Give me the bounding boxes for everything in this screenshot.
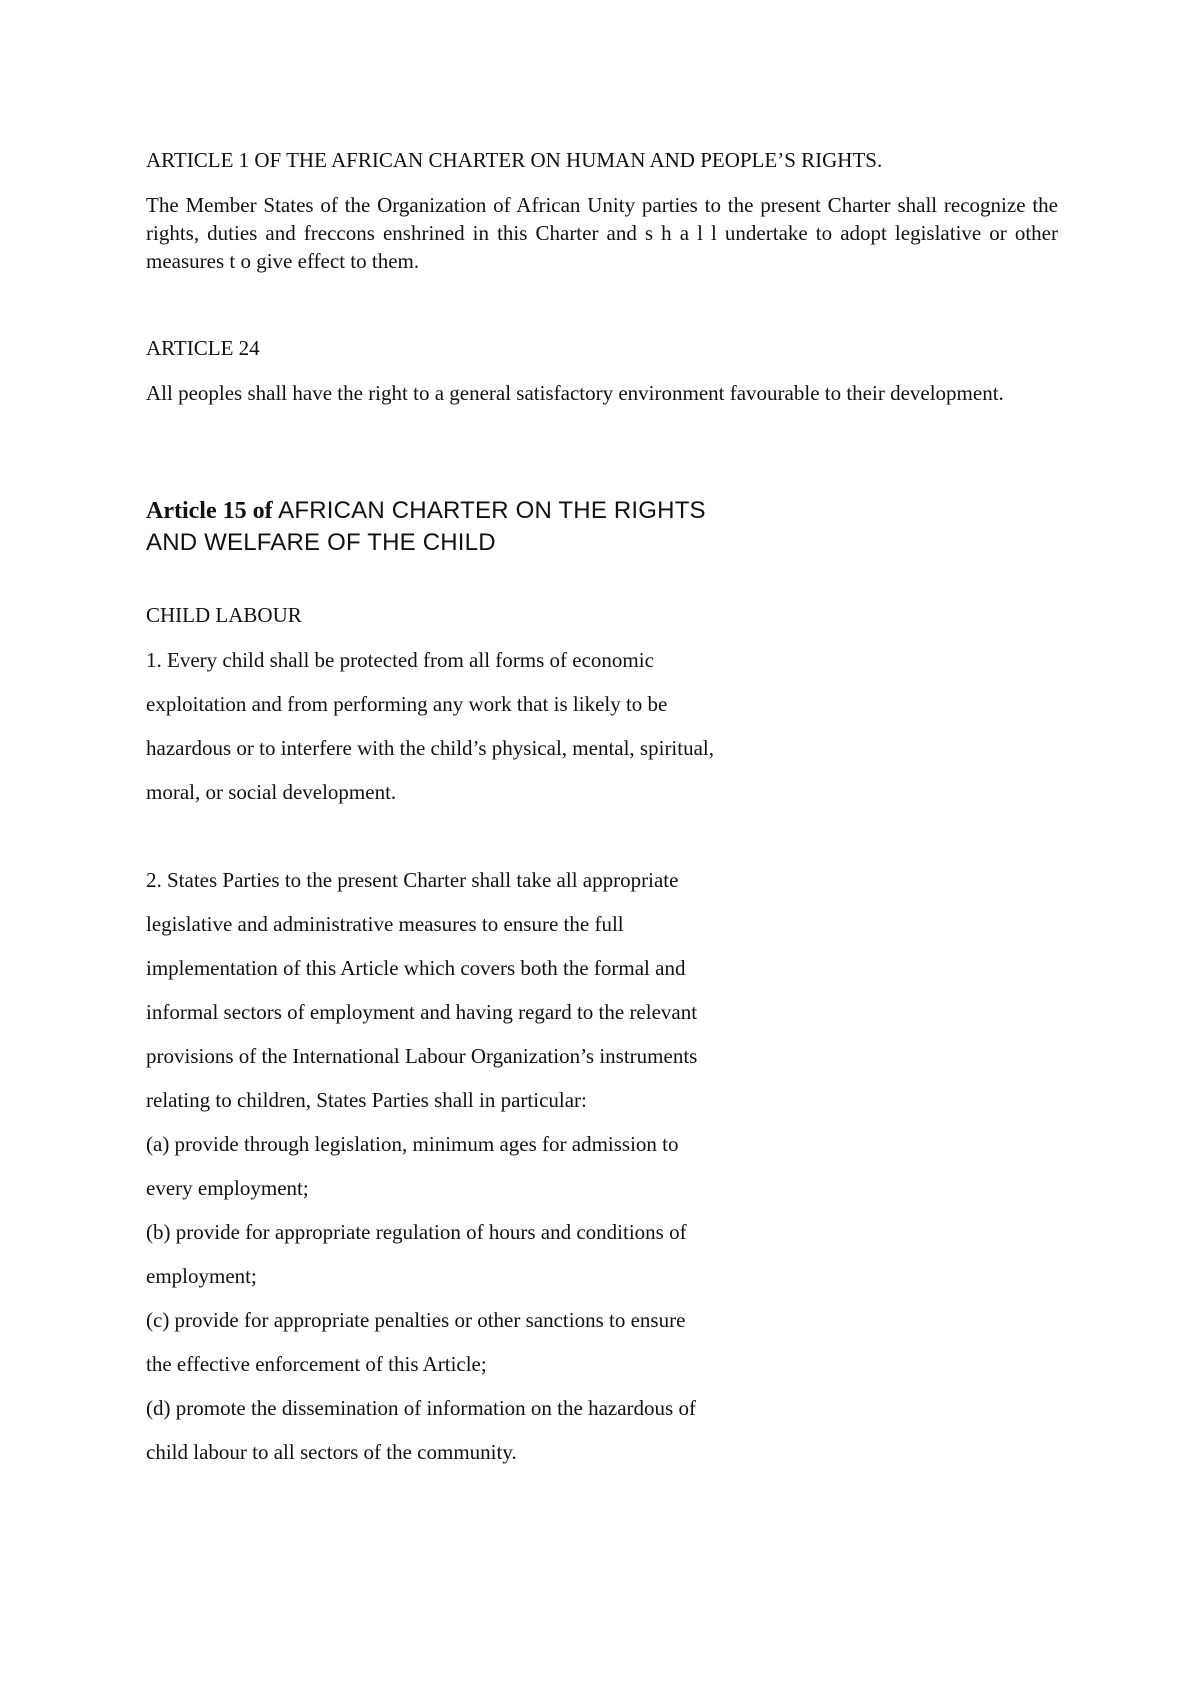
article-24-body: All peoples shall have the right to a general satisfactory environment favourable to their development. <box>146 381 1004 405</box>
paragraph-1-line: exploitation and from performing any work that is likely to be <box>146 692 668 716</box>
list-item-a-line: every employment; <box>146 1176 309 1200</box>
article-1-body: The Member States of the Organization of African Unity parties to the present Charter shall recognize the rights, duties and freccons enshrined in this Charter and s h a l l undertake to adopt legislative or other measures t o give effect to them. <box>146 193 1058 273</box>
paragraph-2-line: legislative and administrative measures to ensure the full <box>146 912 624 936</box>
article-15-heading-prefix: Article 15 of <box>146 498 273 524</box>
article-15-heading-title-line-1: AFRICAN CHARTER ON THE RIGHTS <box>272 497 706 524</box>
paragraph-2-line: implementation of this Article which covers both the formal and <box>146 956 686 980</box>
list-item-c-line: (c) provide for appropriate penalties or other sanctions to ensure <box>146 1308 686 1332</box>
list-item-b-line: employment; <box>146 1264 257 1288</box>
list-item-c-line: the effective enforcement of this Article; <box>146 1352 487 1376</box>
list-item-d-line: child labour to all sectors of the community. <box>146 1440 517 1464</box>
article-24-heading: ARTICLE 24 <box>146 336 260 360</box>
paragraph-2-line: provisions of the International Labour Organization’s instruments <box>146 1044 698 1068</box>
list-item-a-line: (a) provide through legislation, minimum ages for admission to <box>146 1132 679 1156</box>
list-item-d-line: (d) promote the dissemination of information on the hazardous of <box>146 1396 696 1420</box>
paragraph-2-line: relating to children, States Parties shall in particular: <box>146 1088 587 1112</box>
child-labour-title: CHILD LABOUR <box>146 603 302 627</box>
list-item-b-line: (b) provide for appropriate regulation of hours and conditions of <box>146 1220 687 1244</box>
paragraph-1-line: hazardous or to interfere with the child’s physical, mental, spiritual, <box>146 736 715 760</box>
paragraph-2-line: 2. States Parties to the present Charter shall take all appropriate <box>146 868 679 892</box>
paragraph-1-line: 1. Every child shall be protected from all forms of economic <box>146 648 654 672</box>
article-15-heading-title-line-2: AND WELFARE OF THE CHILD <box>146 529 496 556</box>
paragraph-2-line: informal sectors of employment and having regard to the relevant <box>146 1000 698 1024</box>
article-15-heading <box>146 495 706 559</box>
article-1-heading: ARTICLE 1 OF THE AFRICAN CHARTER ON HUMAN AND PEOPLE’S RIGHTS. <box>146 148 883 172</box>
paragraph-1-line: moral, or social development. <box>146 780 397 804</box>
